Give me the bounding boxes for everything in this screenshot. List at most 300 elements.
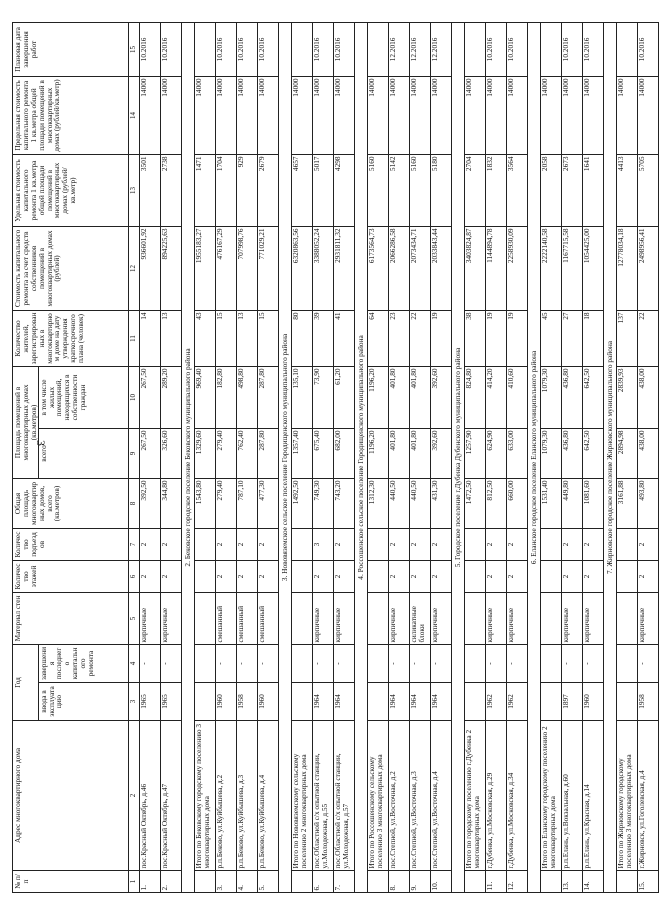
last-repair-cell: - [236, 644, 257, 682]
planned-date-cell [464, 22, 485, 76]
area-owned-cell: 182,80 [215, 366, 236, 428]
total-area-cell: 1312,30 [367, 478, 388, 528]
row-number [464, 871, 485, 893]
row-number: 10. [430, 871, 451, 893]
planned-date-cell [540, 22, 561, 76]
planned-date-cell: 10.2016 [582, 22, 603, 76]
entrances-cell: 2 [561, 528, 582, 560]
residents-cell: 15 [257, 310, 278, 366]
commissioning-year-cell: 1962 [485, 683, 506, 721]
floors-cell [464, 560, 485, 592]
floors-cell: 2 [637, 560, 658, 592]
address-cell: пос.Степной, ул.Восточная, д.3 [409, 721, 430, 871]
max-cost-cell: 14000 [312, 76, 333, 154]
floors-cell: 2 [561, 560, 582, 592]
table-body [139, 22, 658, 892]
col-header-residents: Количество жителей, зарегистрированных в многоквартирном доме на дату утверждения краткосрочного плана (человек) [13, 310, 129, 366]
area-owned-cell: 267,50 [139, 366, 160, 428]
planned-date-cell: 12.2016 [409, 22, 430, 76]
commissioning-year-cell: 1960 [215, 683, 236, 721]
max-cost-cell: 14000 [139, 76, 160, 154]
repair-cost-cell: 476167,29 [215, 226, 236, 310]
last-repair-cell: - [139, 644, 160, 682]
col-number: 12 [128, 226, 139, 310]
area-total-cell: 762,40 [236, 428, 257, 478]
floors-cell: 2 [139, 560, 160, 592]
planned-date-cell [367, 22, 388, 76]
row-number: 1. [139, 871, 160, 893]
unit-cost-cell: 4413 [616, 154, 637, 226]
residents-cell: 14 [139, 310, 160, 366]
col-number: 15 [128, 22, 139, 76]
unit-cost-cell: 4298 [333, 154, 354, 226]
wall-material-cell: кирпичные [430, 592, 451, 644]
col-number: 8 [128, 478, 139, 528]
area-owned-cell: 414,20 [485, 366, 506, 428]
commissioning-year-cell [291, 683, 312, 721]
residents-cell: 15 [215, 310, 236, 366]
floors-cell: 2 [257, 560, 278, 592]
residents-cell: 22 [409, 310, 430, 366]
residents-cell: 39 [312, 310, 333, 366]
area-total-cell: 633,00 [506, 428, 527, 478]
entrances-cell: 2 [388, 528, 409, 560]
entrances-cell: 2 [257, 528, 278, 560]
last-repair-cell [194, 644, 215, 682]
commissioning-year-cell: 1964 [388, 683, 409, 721]
planned-date-cell [291, 22, 312, 76]
total-area-cell: 1081,60 [582, 478, 603, 528]
unit-cost-cell: 3564 [506, 154, 527, 226]
area-owned-cell: 1196,20 [367, 366, 388, 428]
table-row [139, 22, 160, 892]
address-cell: г.Дубенка, ул.Московская, д.34 [506, 721, 527, 871]
entrances-cell: 2 [485, 528, 506, 560]
entrances-cell: 2 [430, 528, 451, 560]
repair-cost-cell: 2073434,71 [409, 226, 430, 310]
residents-cell: 19 [485, 310, 506, 366]
commissioning-year-cell: 1965 [139, 683, 160, 721]
last-repair-cell: - [582, 644, 603, 682]
row-number: 8. [388, 871, 409, 893]
summary-row [194, 22, 215, 892]
planned-date-cell: 12.2016 [430, 22, 451, 76]
repair-cost-cell: 12778034,18 [616, 226, 637, 310]
entrances-cell [194, 528, 215, 560]
repair-cost-cell: 3403824,87 [464, 226, 485, 310]
area-total-cell: 279,40 [215, 428, 236, 478]
row-number: 13. [561, 871, 582, 893]
area-owned-cell: 392,60 [430, 366, 451, 428]
area-owned-cell: 401,80 [388, 366, 409, 428]
commissioning-year-cell [540, 683, 561, 721]
col-header-max-cost: Предельная стоимость капитального ремонта 1 кв.метра общей площади помещений в многоквартирных домах (рублей/кв.метр) [13, 76, 129, 154]
area-total-cell: 438,00 [637, 428, 658, 478]
wall-material-cell: смешанный [215, 592, 236, 644]
col-number: 11 [128, 310, 139, 366]
address-cell: пос.Областной с/х опытной станции, ул.Молодежная, д.55 [312, 721, 333, 871]
unit-cost-cell: 2679 [257, 154, 278, 226]
floors-cell: 2 [312, 560, 333, 592]
wall-material-cell: кирпичные [561, 592, 582, 644]
wall-material-cell [616, 592, 637, 644]
table-row [312, 22, 333, 892]
entrances-cell: 2 [160, 528, 181, 560]
max-cost-cell: 14000 [215, 76, 236, 154]
col-header-area-total: всего [38, 428, 128, 478]
area-total-cell: 675,40 [312, 428, 333, 478]
address-cell: Итого по Бековскому городскому поселению 3 многоквартирных дома [194, 721, 215, 871]
entrances-cell [464, 528, 485, 560]
total-area-cell: 787,10 [236, 478, 257, 528]
repair-cost-cell: 3388052,24 [312, 226, 333, 310]
repair-cost-cell: 2033843,44 [430, 226, 451, 310]
total-area-cell: 1492,50 [291, 478, 312, 528]
table-row [236, 22, 257, 892]
repair-cost-cell: 771029,21 [257, 226, 278, 310]
residents-cell: 41 [333, 310, 354, 366]
residents-cell: 18 [582, 310, 603, 366]
commissioning-year-cell: 1965 [160, 683, 181, 721]
last-repair-cell: - [506, 644, 527, 682]
col-header-area-group: Площадь помещений в многоквартирных домах (кв.метров) [13, 366, 39, 478]
row-number [540, 871, 561, 893]
col-header-year-group: Год [13, 644, 39, 720]
area-total-cell: 401,80 [388, 428, 409, 478]
total-area-cell: 440,50 [388, 478, 409, 528]
residents-cell: 137 [616, 310, 637, 366]
area-owned-cell: 2839,93 [616, 366, 637, 428]
entrances-cell: 2 [139, 528, 160, 560]
planned-date-cell: 10.2016 [139, 22, 160, 76]
table-row [582, 22, 603, 892]
wall-material-cell [367, 592, 388, 644]
area-total-cell: 326,60 [160, 428, 181, 478]
floors-cell [616, 560, 637, 592]
table-row [637, 22, 658, 892]
planned-date-cell: 10.2016 [637, 22, 658, 76]
address-cell: г.Дубенка, ул.Московская, д.29 [485, 721, 506, 871]
table-row [561, 22, 582, 892]
floors-cell [540, 560, 561, 592]
max-cost-cell: 14000 [561, 76, 582, 154]
col-number: 9 [128, 428, 139, 478]
area-total-cell: 1196,20 [367, 428, 388, 478]
planned-date-cell: 10.2016 [561, 22, 582, 76]
area-total-cell: 1079,30 [540, 428, 561, 478]
unit-cost-cell: 5180 [430, 154, 451, 226]
row-number [367, 871, 388, 893]
area-owned-cell: 498,80 [236, 366, 257, 428]
col-number: 7 [128, 528, 139, 560]
table-row [160, 22, 181, 892]
address-cell: р.п.Елань, ул.Красная, д.14 [582, 721, 603, 871]
max-cost-cell: 14000 [464, 76, 485, 154]
commissioning-year-cell: 1897 [561, 683, 582, 721]
commissioning-year-cell [367, 683, 388, 721]
area-total-cell: 682,00 [333, 428, 354, 478]
unit-cost-cell: 2058 [540, 154, 561, 226]
col-header-area-owned: в том числе жилых помещений, находящихся в собственности граждан [38, 366, 128, 428]
planned-date-cell [616, 22, 637, 76]
area-owned-cell: 287,80 [257, 366, 278, 428]
area-total-cell: 624,90 [485, 428, 506, 478]
repair-cost-cell: 2931811,32 [333, 226, 354, 310]
unit-cost-cell: 1832 [485, 154, 506, 226]
planned-date-cell: 10.2016 [506, 22, 527, 76]
row-number: 14. [582, 871, 603, 893]
residents-cell: 22 [637, 310, 658, 366]
repair-cost-cell: 2498956,41 [637, 226, 658, 310]
wall-material-cell: силикатные блоки [409, 592, 430, 644]
wall-material-cell [464, 592, 485, 644]
last-repair-cell: - [257, 644, 278, 682]
col-header-num: № п/п [13, 871, 129, 893]
col-number: 13 [128, 154, 139, 226]
repair-cost-cell: 2066286,58 [388, 226, 409, 310]
max-cost-cell: 14000 [291, 76, 312, 154]
last-repair-cell: - [215, 644, 236, 682]
max-cost-cell: 14000 [506, 76, 527, 154]
unit-cost-cell: 5705 [637, 154, 658, 226]
section-row [354, 22, 367, 892]
wall-material-cell [194, 592, 215, 644]
floors-cell: 2 [485, 560, 506, 592]
last-repair-cell [540, 644, 561, 682]
repair-cost-cell: 6320863,56 [291, 226, 312, 310]
last-repair-cell: - [388, 644, 409, 682]
total-area-cell: 477,30 [257, 478, 278, 528]
row-number: 5. [257, 871, 278, 893]
total-area-cell: 1543,80 [194, 478, 215, 528]
total-area-cell: 3161,88 [616, 478, 637, 528]
address-cell: Итого по Нововяземскому сельскому поселению 2 многоквартирных дома [291, 721, 312, 871]
col-number: 2 [128, 721, 139, 871]
planned-date-cell: 10.2016 [485, 22, 506, 76]
last-repair-cell: - [333, 644, 354, 682]
section-title: 5. Городское поселение г.Дубенка Дубенского муниципального района [451, 22, 464, 892]
last-repair-cell: - [409, 644, 430, 682]
col-header-wall-material: Материал стен [13, 592, 129, 644]
wall-material-cell: смешанный [236, 592, 257, 644]
section-row [451, 22, 464, 892]
last-repair-cell [367, 644, 388, 682]
total-area-cell: 431,30 [430, 478, 451, 528]
repair-cost-cell: 1167715,58 [561, 226, 582, 310]
col-number: 10 [128, 366, 139, 428]
area-owned-cell: 73,90 [312, 366, 333, 428]
planned-date-cell: 10.2016 [160, 22, 181, 76]
area-total-cell: 401,80 [409, 428, 430, 478]
area-total-cell: 287,80 [257, 428, 278, 478]
col-header-unit-cost: Удельная стоимость капитального ремонта 1 кв.метра общей площади помещений в многоквартирных домах (рублей/кв.метр) [13, 154, 129, 226]
floors-cell: 2 [506, 560, 527, 592]
commissioning-year-cell [464, 683, 485, 721]
total-area-cell: 392,50 [139, 478, 160, 528]
residents-cell: 43 [194, 310, 215, 366]
page-number: 3 [34, 440, 48, 446]
unit-cost-cell: 4657 [291, 154, 312, 226]
commissioning-year-cell: 1964 [333, 683, 354, 721]
section-title: 7. Жирновское городское поселение Жирновского муниципального района [603, 22, 616, 892]
area-owned-cell: 969,40 [194, 366, 215, 428]
repair-cost-cell: 894225,63 [160, 226, 181, 310]
planned-date-cell: 12.2016 [388, 22, 409, 76]
area-owned-cell: 61,20 [333, 366, 354, 428]
wall-material-cell: кирпичные [506, 592, 527, 644]
entrances-cell [367, 528, 388, 560]
last-repair-cell [291, 644, 312, 682]
area-total-cell: 1257,90 [464, 428, 485, 478]
section-row [527, 22, 540, 892]
row-number [291, 871, 312, 893]
entrances-cell: 2 [333, 528, 354, 560]
residents-cell: 27 [561, 310, 582, 366]
max-cost-cell: 14000 [367, 76, 388, 154]
col-header-planned-date: Плановая дата завершения работ [13, 22, 129, 76]
floors-cell: 2 [388, 560, 409, 592]
wall-material-cell: кирпичные [388, 592, 409, 644]
repair-cost-cell: 707998,76 [236, 226, 257, 310]
planned-date-cell: 10.2016 [312, 22, 333, 76]
entrances-cell [291, 528, 312, 560]
area-owned-cell: 401,80 [409, 366, 430, 428]
area-owned-cell: 135,10 [291, 366, 312, 428]
total-area-cell: 743,20 [333, 478, 354, 528]
repair-cost-cell: 936601,92 [139, 226, 160, 310]
area-owned-cell: 642,50 [582, 366, 603, 428]
floors-cell: 2 [409, 560, 430, 592]
col-header-last-repair-year: завершения последнего капитального ремонта [38, 644, 128, 682]
address-cell: пос.Красный Октябрь, д.46 [139, 721, 160, 871]
entrances-cell: 2 [236, 528, 257, 560]
residents-cell: 38 [464, 310, 485, 366]
col-number: 4 [128, 644, 139, 682]
max-cost-cell: 14000 [616, 76, 637, 154]
table-row [215, 22, 236, 892]
total-area-cell: 1531,40 [540, 478, 561, 528]
area-owned-cell: 436,80 [561, 366, 582, 428]
unit-cost-cell: 929 [236, 154, 257, 226]
address-cell: р.п.Беково, ул.Куйбышева, д.3 [236, 721, 257, 871]
table-row [257, 22, 278, 892]
unit-cost-cell: 3501 [139, 154, 160, 226]
wall-material-cell [540, 592, 561, 644]
last-repair-cell: - [430, 644, 451, 682]
area-total-cell: 1357,40 [291, 428, 312, 478]
entrances-cell [540, 528, 561, 560]
entrances-cell: 2 [506, 528, 527, 560]
max-cost-cell: 14000 [582, 76, 603, 154]
total-area-cell: 660,00 [506, 478, 527, 528]
commissioning-year-cell: 1958 [236, 683, 257, 721]
wall-material-cell: кирпичные [160, 592, 181, 644]
col-header-repair-cost: Стоимость капитального ремонта за счет средств собственников помещений в многоквартирных домах (рублей) [13, 226, 129, 310]
table-row [388, 22, 409, 892]
repair-cost-cell: 2258930,09 [506, 226, 527, 310]
address-cell: пос.Областной с/х опытной станции, ул.Молодежная, д.57 [333, 721, 354, 871]
last-repair-cell: - [485, 644, 506, 682]
section-title: 3. Нововяземское сельское поселение Городищенского муниципального района [278, 22, 291, 892]
col-header-total-area: Общая площадь многоквартирных домов, всего (кв.метров) [13, 478, 129, 528]
residents-cell: 19 [506, 310, 527, 366]
planned-date-cell: 10.2016 [236, 22, 257, 76]
table-row [333, 22, 354, 892]
max-cost-cell: 14000 [333, 76, 354, 154]
total-area-cell: 749,30 [312, 478, 333, 528]
commissioning-year-cell: 1964 [409, 683, 430, 721]
last-repair-cell [464, 644, 485, 682]
total-area-cell: 812,50 [485, 478, 506, 528]
repair-plan-table [12, 22, 659, 893]
floors-cell: 2 [430, 560, 451, 592]
summary-row [291, 22, 312, 892]
address-cell: пос.Красный Октябрь, д.47 [160, 721, 181, 871]
max-cost-cell: 14000 [485, 76, 506, 154]
row-number: 15. [637, 871, 658, 893]
floors-cell: 2 [333, 560, 354, 592]
residents-cell: 19 [430, 310, 451, 366]
last-repair-cell: - [160, 644, 181, 682]
floors-cell: 2 [160, 560, 181, 592]
unit-cost-cell: 5160 [409, 154, 430, 226]
address-cell: пос.Степной, ул.Восточная, д.2 [388, 721, 409, 871]
residents-cell: 13 [236, 310, 257, 366]
wall-material-cell: кирпичные [637, 592, 658, 644]
planned-date-cell: 10.2016 [333, 22, 354, 76]
total-area-cell: 440,50 [409, 478, 430, 528]
repair-cost-cell: 2222140,58 [540, 226, 561, 310]
row-number: 12. [506, 871, 527, 893]
entrances-cell: 2 [215, 528, 236, 560]
summary-row [367, 22, 388, 892]
address-cell: пос.Степной, ул.Восточная, д.4 [430, 721, 451, 871]
unit-cost-cell: 5142 [388, 154, 409, 226]
area-owned-cell: 289,20 [160, 366, 181, 428]
wall-material-cell: кирпичные [312, 592, 333, 644]
repair-cost-cell: 1955183,27 [194, 226, 215, 310]
row-number: 7. [333, 871, 354, 893]
floors-cell: 2 [582, 560, 603, 592]
repair-cost-cell: 1054425,00 [582, 226, 603, 310]
max-cost-cell: 14000 [637, 76, 658, 154]
rotated-table-wrap [12, 23, 646, 893]
area-total-cell: 267,50 [139, 428, 160, 478]
unit-cost-cell: 1641 [582, 154, 603, 226]
floors-cell [194, 560, 215, 592]
unit-cost-cell: 5160 [367, 154, 388, 226]
col-number: 14 [128, 76, 139, 154]
commissioning-year-cell: 1960 [257, 683, 278, 721]
row-number [194, 871, 215, 893]
table-row [430, 22, 451, 892]
commissioning-year-cell: 1964 [312, 683, 333, 721]
area-total-cell: 2894,98 [616, 428, 637, 478]
total-area-cell: 449,80 [561, 478, 582, 528]
col-number: 5 [128, 592, 139, 644]
max-cost-cell: 14000 [540, 76, 561, 154]
section-row [278, 22, 291, 892]
section-title: 6. Еланское городское поселение Еланского муниципального района [527, 22, 540, 892]
col-header-entrances: Количество подъездов [13, 528, 129, 560]
residents-cell: 13 [160, 310, 181, 366]
entrances-cell: 2 [637, 528, 658, 560]
last-repair-cell: - [312, 644, 333, 682]
area-total-cell: 1329,60 [194, 428, 215, 478]
area-total-cell: 642,50 [582, 428, 603, 478]
unit-cost-cell: 5017 [312, 154, 333, 226]
entrances-cell: 2 [409, 528, 430, 560]
